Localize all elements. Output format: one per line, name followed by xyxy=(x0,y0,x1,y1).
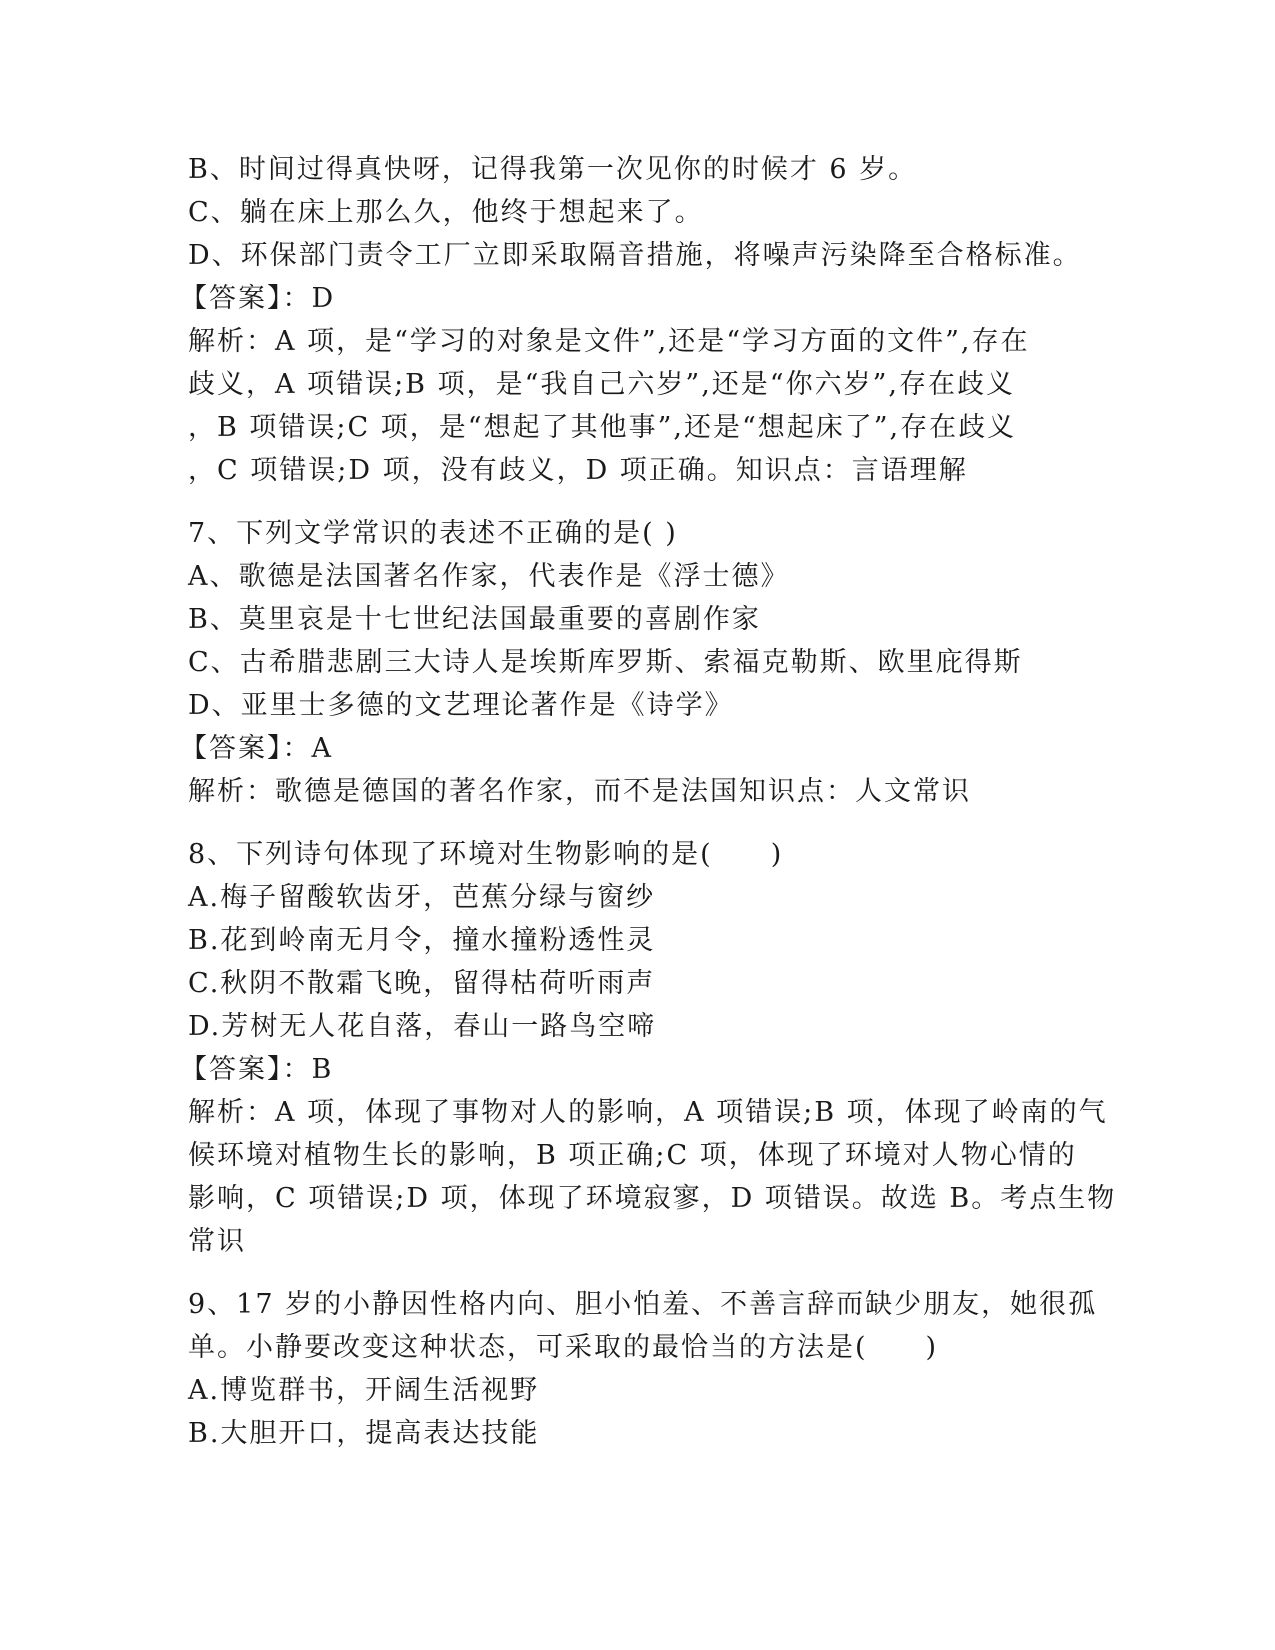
question-8-block xyxy=(180,833,1117,1263)
question-7-block xyxy=(180,512,1088,813)
q7-option-a: A、歌德是法国著名作家，代表作是《浮士德》 xyxy=(188,561,790,592)
q8-analysis-line-2: 候环境对植物生长的影响，B 项正确;C 项，体现了环境对人物心情的 xyxy=(188,1140,1077,1171)
q6-option-c: C、躺在床上那么久，他终于想起来了。 xyxy=(188,197,704,228)
q7-answer: 【答案】：A xyxy=(180,733,333,764)
q6-option-d: D、环保部门责令工厂立即采取隔音措施，将噪声污染降至合格标准。 xyxy=(188,240,1082,271)
q7-analysis-line-1: 解析：歌德是德国的著名作家，而不是法国知识点：人文常识 xyxy=(188,776,971,807)
q8-analysis-line-1: 解析：A 项，体现了事物对人的影响，A 项错误;B 项，体现了岭南的气 xyxy=(188,1097,1108,1128)
section-gap xyxy=(188,492,1088,512)
q8-option-d: D.芳树无人花自落，春山一路鸟空啼 xyxy=(188,1011,657,1042)
q9-option-a: A.博览群书，开阔生活视野 xyxy=(188,1375,540,1406)
q7-option-b: B、莫里哀是十七世纪法国最重要的喜剧作家 xyxy=(188,604,761,635)
q9-option-b: B.大胆开口，提高表达技能 xyxy=(188,1418,540,1449)
q6-analysis-line-2: 歧义，A 项错误;B 项，是“我自己六岁”,还是“你六岁”,存在歧义 xyxy=(188,369,1015,400)
q7-stem: 7、下列文学常识的表述不正确的是( ) xyxy=(188,518,678,549)
q8-answer: 【答案】：B xyxy=(180,1054,334,1085)
q9-stem-line-1: 9、17 岁的小静因性格内向、胆小怕羞、不善言辞而缺少朋友，她很孤 xyxy=(188,1289,1098,1320)
question-9-block xyxy=(188,1283,1098,1455)
q8-stem: 8、下列诗句体现了环境对生物影响的是( ) xyxy=(188,839,784,870)
section-gap xyxy=(188,1263,1088,1283)
q7-option-c: C、古希腊悲剧三大诗人是埃斯库罗斯、索福克勒斯、欧里庇得斯 xyxy=(188,647,1023,678)
question-6-block xyxy=(180,148,1088,492)
q6-option-b: B、时间过得真快呀，记得我第一次见你的时候才 6 岁。 xyxy=(188,154,918,185)
q6-analysis-line-4: ，C 项错误;D 项，没有歧义，D 项正确。知识点：言语理解 xyxy=(188,455,968,486)
section-gap xyxy=(188,813,1088,833)
q8-analysis-line-4: 常识 xyxy=(188,1226,246,1257)
q8-option-c: C.秋阴不散霜飞晚，留得枯荷听雨声 xyxy=(188,968,656,999)
q6-analysis-line-1: 解析：A 项，是“学习的对象是文件”,还是“学习方面的文件”,存在 xyxy=(188,326,1030,357)
q7-option-d: D、亚里士多德的文艺理论著作是《诗学》 xyxy=(188,690,734,721)
q6-answer: 【答案】：D xyxy=(180,283,336,314)
q8-option-b: B.花到岭南无月令，撞水撞粉透性灵 xyxy=(188,925,656,956)
q8-analysis-line-3: 影响，C 项错误;D 项，体现了环境寂寥，D 项错误。故选 B。考点生物 xyxy=(188,1183,1117,1214)
q9-stem-line-2: 单。小静要改变这种状态，可采取的最恰当的方法是( ) xyxy=(188,1332,939,1363)
q8-option-a: A.梅子留酸软齿牙，芭蕉分绿与窗纱 xyxy=(188,882,656,913)
q6-analysis-line-3: ，B 项错误;C 项，是“想起了其他事”,还是“想起床了”,存在歧义 xyxy=(188,412,1017,443)
document-page xyxy=(180,148,1117,1455)
